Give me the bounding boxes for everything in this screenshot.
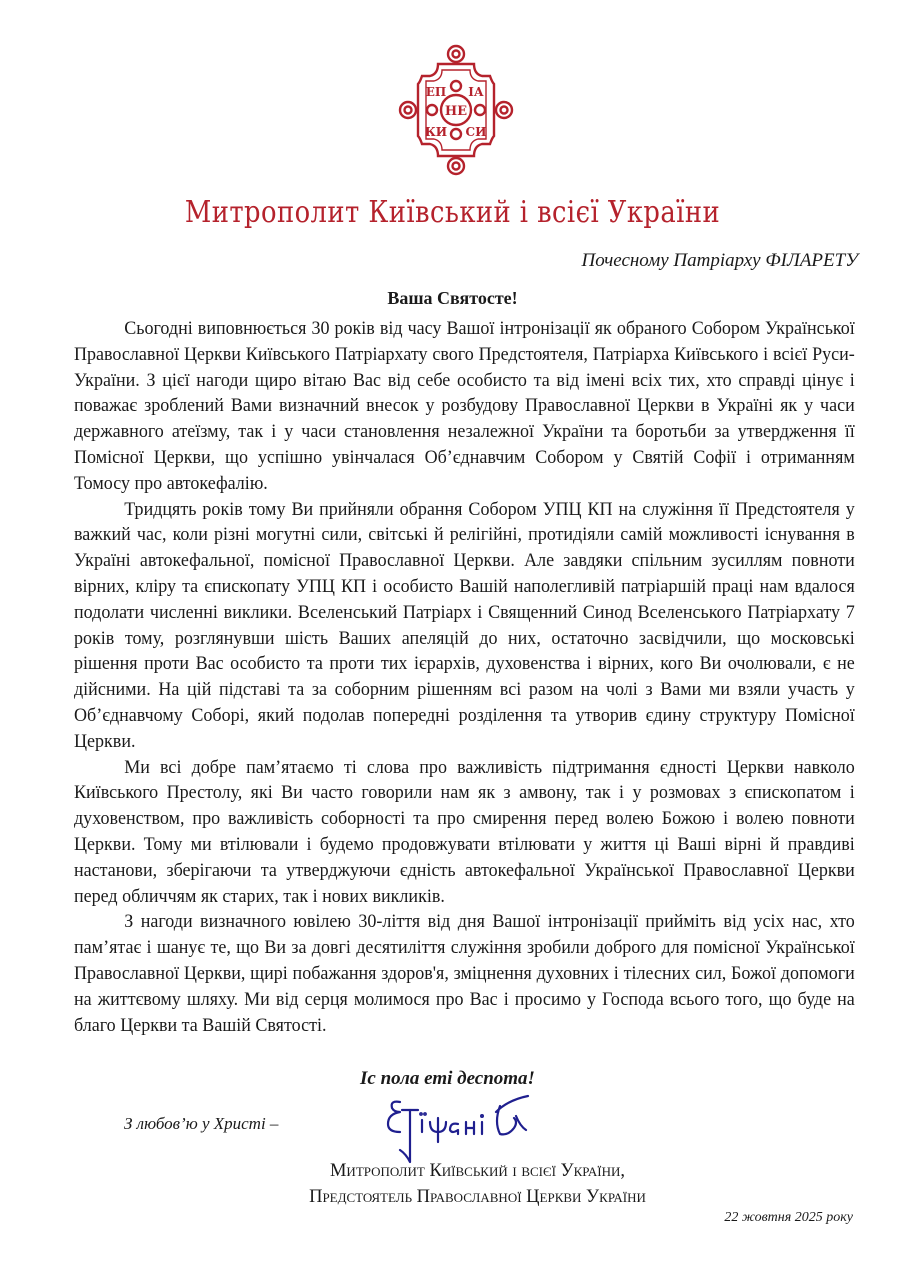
church-emblem-icon [398,44,514,176]
paragraph-1: Сьогодні виповнюється 30 років від часу Вашої інтронізації як обраного Собором Української Православної Церкви Київського Патріархату свого Предстоятеля, Патріарха Київського і всієї Руси-України. З цієї нагоди щиро вітаю Вас від себе особисто та від імені всіх тих, хто справді цінує і поважає зроблений Вами визначний внесок у розбудову Православної Церкви в Україні як у часи державного атеїзму, так і у часи становлення незалежної України та боротьби за утвердження її Помісної Церкви, що успішно увінчалася Об’єднавчим Собором у Святій Софії і отриманням Томосу про автокефалію. [74,318,855,494]
signer-title-line-1: Митрополит Київський і всієї України, [329,1161,625,1181]
svg-text:КИ: КИ [424,125,448,139]
letter-date: 22 жовтня 2025 року [724,1210,853,1225]
closing-motto: Іс пола еті деспота! [360,1068,535,1089]
addressee: Почесному Патріарху ФІЛАРЕТУ [581,250,858,271]
svg-text:НЕ: НЕ [444,104,468,119]
salutation: Ваша Святосте! [387,288,518,308]
signer-title [230,1158,725,1210]
paragraph-4: З нагоди визначного ювілею 30-ліття від дня Вашої інтронізації прийміть від усіх нас, хто пам’ятає і шанує те, що Ви за довгі десятиліття служіння зробили доброго для помісної Української Православної Церкви, щирі побажання здоров'я, зміцнення духовних і тілесних сил, Божої допомоги на життєвому шляху. Ми від серця молимося про Вас і просимо у Господа всього того, що буде на благо Церкви та Вашій Святості. [74,911,855,1036]
svg-text:ІА: ІА [468,85,484,99]
valediction: З любов’ю у Христі – [124,1114,279,1133]
signer-title-line-2: Предстоятель Православної Церкви України [309,1187,646,1207]
letter-body [74,316,855,1038]
letterhead-title: Митрополит Київський і всієї України [184,195,721,230]
svg-text:СИ: СИ [465,125,487,139]
svg-text:ЕП: ЕП [425,85,447,99]
paragraph-3: Ми всі добре пам’ятаємо ті слова про важливість підтримання єдності Церкви навколо Київського Престолу, які Ви часто говорили нам як з амвону, так і у розмовах з єпископатом і духовенством, про важливість соборності та про смирення перед волею Божою і волею повноти Церкви. Тому ми втілювали і будемо продовжувати втілювати у життя ці Ваші вірні й правдиві настанови, зберігаючи та утверджуючи єдність автокефальної Української Православної Церкви перед обличчям як старих, так і нових викликів. [74,756,855,907]
paragraph-2: Тридцять років тому Ви прийняли обрання Собором УПЦ КП на служіння її Предстоятеля у важкий час, коли різні могутні сили, світські й релігійні, протидіяли самій можливості існування в Україні автокефальної, помісної Православної Церкви. Але завдяки спільним зусиллям повноти вірних, кліру та єпископату УПЦ КП і особисто Вашій наполегливій патріаршій праці нам вдалося подолати численні виклики. Вселенський Патріарх і Священний Синод Вселенського Патріархату 7 років тому, розглянувши шість Ваших апеляцій до них, остаточно засвідчили, що московські рішення проти Вас особисто та проти тих ієрархів, духовенства і вірних, кого Ви очолювали, є не дійсними. На цій підставі та за соборним рішенням всі разом на чолі з Вами ми взяли участь у Об’єднавчому Соборі, який подолав попередні розділення та утворив єдину структуру Помісної Церкви. [74,498,855,752]
